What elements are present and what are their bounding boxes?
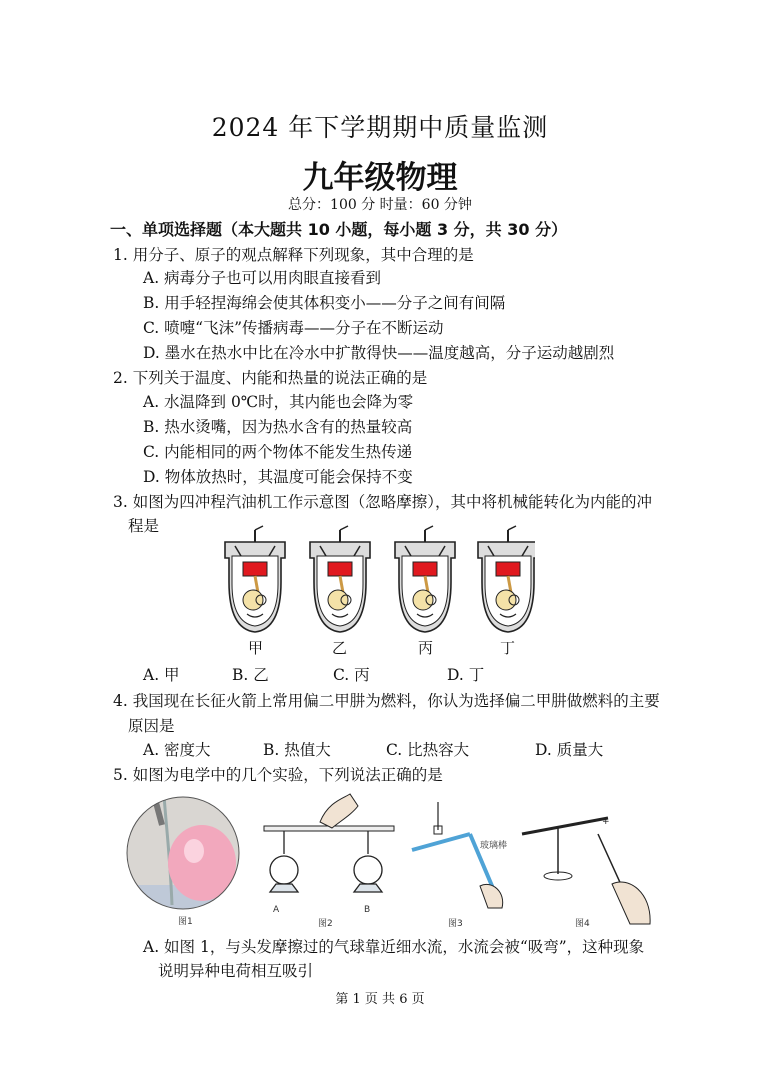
question-5-option-a-line1: A. 如图 1，与头发摩擦过的气球靠近细水流，水流会被“吸弯”，这种现象 bbox=[143, 938, 645, 956]
engine-label-jia: 甲 bbox=[248, 639, 264, 657]
figure3-glass-rod bbox=[410, 800, 510, 912]
question-2-stem: 2. 下列关于温度、内能和热量的说法正确的是 bbox=[113, 369, 428, 387]
engine-label-ding: 丁 bbox=[500, 639, 516, 657]
question-5-stem: 5. 如图为电学中的几个实验，下列说法正确的是 bbox=[113, 766, 443, 784]
figure2-label-a: A bbox=[273, 905, 280, 915]
question-4-stem-line2: 原因是 bbox=[128, 717, 175, 735]
question-5-option-a-line2: 说明异种电荷相互吸引 bbox=[158, 962, 314, 980]
question-2-option-b: B. 热水烫嘴，因为热水含有的热量较高 bbox=[143, 418, 413, 436]
figure3-rod-label: 玻璃棒 bbox=[480, 841, 508, 851]
engine-cycle-figure bbox=[215, 522, 535, 646]
question-4-option-c: C. 比热容大 bbox=[386, 741, 470, 759]
figure4-caption: 图4 bbox=[575, 919, 590, 929]
question-1-stem: 1. 用分子、原子的观点解释下列现象，其中合理的是 bbox=[113, 246, 474, 264]
question-1-option-b: B. 用手轻捏海绵会使其体积变小——分子之间有间隔 bbox=[143, 294, 506, 312]
subject-title: 九年级物理 bbox=[302, 160, 458, 196]
figure1-caption: 图1 bbox=[178, 917, 193, 927]
question-2-option-a: A. 水温降到 0℃时，其内能也会降为零 bbox=[143, 393, 414, 411]
engine-label-yi: 乙 bbox=[332, 639, 348, 657]
question-1-option-c: C. 喷嚏“飞沫”传播病毒——分子在不断运动 bbox=[143, 319, 444, 337]
question-3-stem-line1: 3. 如图为四冲程汽油机工作示意图（忽略摩擦），其中将机械能转化为内能的冲 bbox=[113, 493, 652, 511]
section-heading: 一、单项选择题（本大题共 10 小题，每小题 3 分，共 30 分） bbox=[110, 220, 568, 239]
figure2-label-b: B bbox=[364, 905, 371, 915]
question-3-option-c: C. 丙 bbox=[333, 666, 370, 684]
question-4-option-a: A. 密度大 bbox=[143, 741, 211, 759]
svg-text:+: + bbox=[602, 817, 610, 827]
question-2-option-c: C. 内能相同的两个物体不能发生热传递 bbox=[143, 443, 413, 461]
exam-title: 2024 年下学期期中质量监测 bbox=[211, 113, 549, 142]
figure3-caption: 图3 bbox=[448, 919, 463, 929]
question-2-option-d: D. 物体放热时，其温度可能会保持不变 bbox=[143, 468, 413, 486]
figure4-rod-stand bbox=[520, 800, 656, 926]
page-number: 第 1 页 共 6 页 bbox=[335, 992, 425, 1007]
engine-label-bing: 丙 bbox=[418, 639, 434, 657]
question-1-option-a: A. 病毒分子也可以用肉眼直接看到 bbox=[143, 269, 382, 287]
question-3-stem-line2: 程是 bbox=[128, 517, 160, 535]
figure2-caption: 图2 bbox=[318, 919, 333, 929]
exam-meta: 总分：100 分 时量：60 分钟 bbox=[288, 197, 472, 213]
question-4-stem-line1: 4. 我国现在长征火箭上常用偏二甲肼为燃料，你认为选择偏二甲肼做燃料的主要 bbox=[113, 692, 660, 710]
figure2-electroscope bbox=[258, 792, 400, 912]
question-3-option-a: A. 甲 bbox=[143, 666, 180, 684]
question-4-option-d: D. 质量大 bbox=[535, 741, 604, 759]
question-4-option-b: B. 热值大 bbox=[263, 741, 331, 759]
question-3-option-b: B. 乙 bbox=[232, 666, 269, 684]
figure1-balloon-photo bbox=[124, 795, 242, 911]
question-3-option-d: D. 丁 bbox=[447, 666, 485, 684]
question-1-option-d: D. 墨水在热水中比在冷水中扩散得快——温度越高，分子运动越剧烈 bbox=[143, 344, 615, 362]
